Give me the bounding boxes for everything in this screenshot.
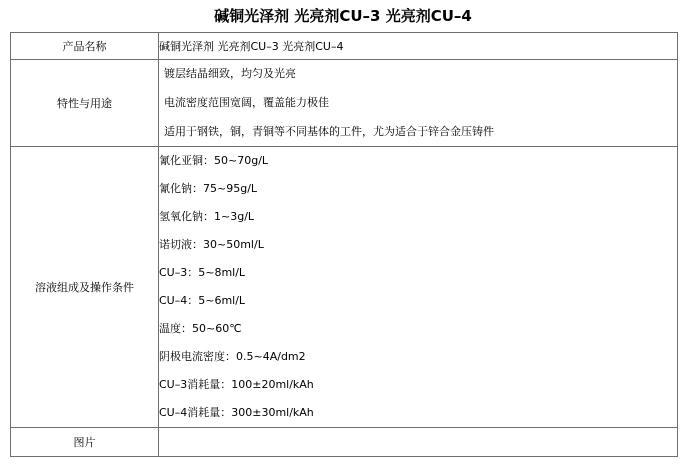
- solution-item: 阴极电流密度：0.5~4A/dm2: [159, 350, 306, 363]
- solution-item: 氰化亚铜：50~70g/L: [159, 154, 269, 167]
- feature-item: 适用于钢铁，铜，青铜等不同基体的工件，尤为适合于锌合金压铸件: [164, 124, 494, 138]
- solution-item: CU–3消耗量：100±20ml/kAh: [159, 378, 314, 391]
- solution-item: 温度：50~60℃: [159, 322, 242, 335]
- solution-label: 溶液组成及操作条件: [11, 147, 159, 428]
- solution-item: CU–3：5~8ml/L: [159, 266, 246, 279]
- product-spec-table: [10, 32, 678, 457]
- feature-item: 电流密度范围宽阔，覆盖能力极佳: [164, 95, 329, 109]
- product-name-label: 产品名称: [11, 33, 159, 60]
- features-cell: [159, 60, 678, 147]
- table-row-image: [11, 428, 678, 457]
- solution-cell: [159, 147, 678, 428]
- solution-item: 氰化钠：75~95g/L: [159, 182, 258, 195]
- image-label: 图片: [11, 428, 159, 457]
- image-cell: [159, 428, 678, 457]
- solution-list: [159, 147, 677, 427]
- features-list: [159, 60, 677, 146]
- product-name-value: 碱铜光泽剂 光亮剂CU–3 光亮剂CU–4: [159, 33, 678, 60]
- table-row-features: [11, 60, 678, 147]
- table-row-product-name: [11, 33, 678, 60]
- feature-item: 镀层结晶细致，均匀及光亮: [164, 67, 296, 81]
- solution-item: 氢氧化钠：1~3g/L: [159, 210, 255, 223]
- solution-item: 诺切液：30~50ml/L: [159, 238, 264, 251]
- page-title: 碱铜光泽剂 光亮剂CU–3 光亮剂CU–4: [214, 7, 472, 25]
- table-row-solution: [11, 147, 678, 428]
- solution-item: CU–4：5~6ml/L: [159, 294, 246, 307]
- features-label: 特性与用途: [11, 60, 159, 147]
- solution-item: CU–4消耗量：300±30ml/kAh: [159, 406, 314, 419]
